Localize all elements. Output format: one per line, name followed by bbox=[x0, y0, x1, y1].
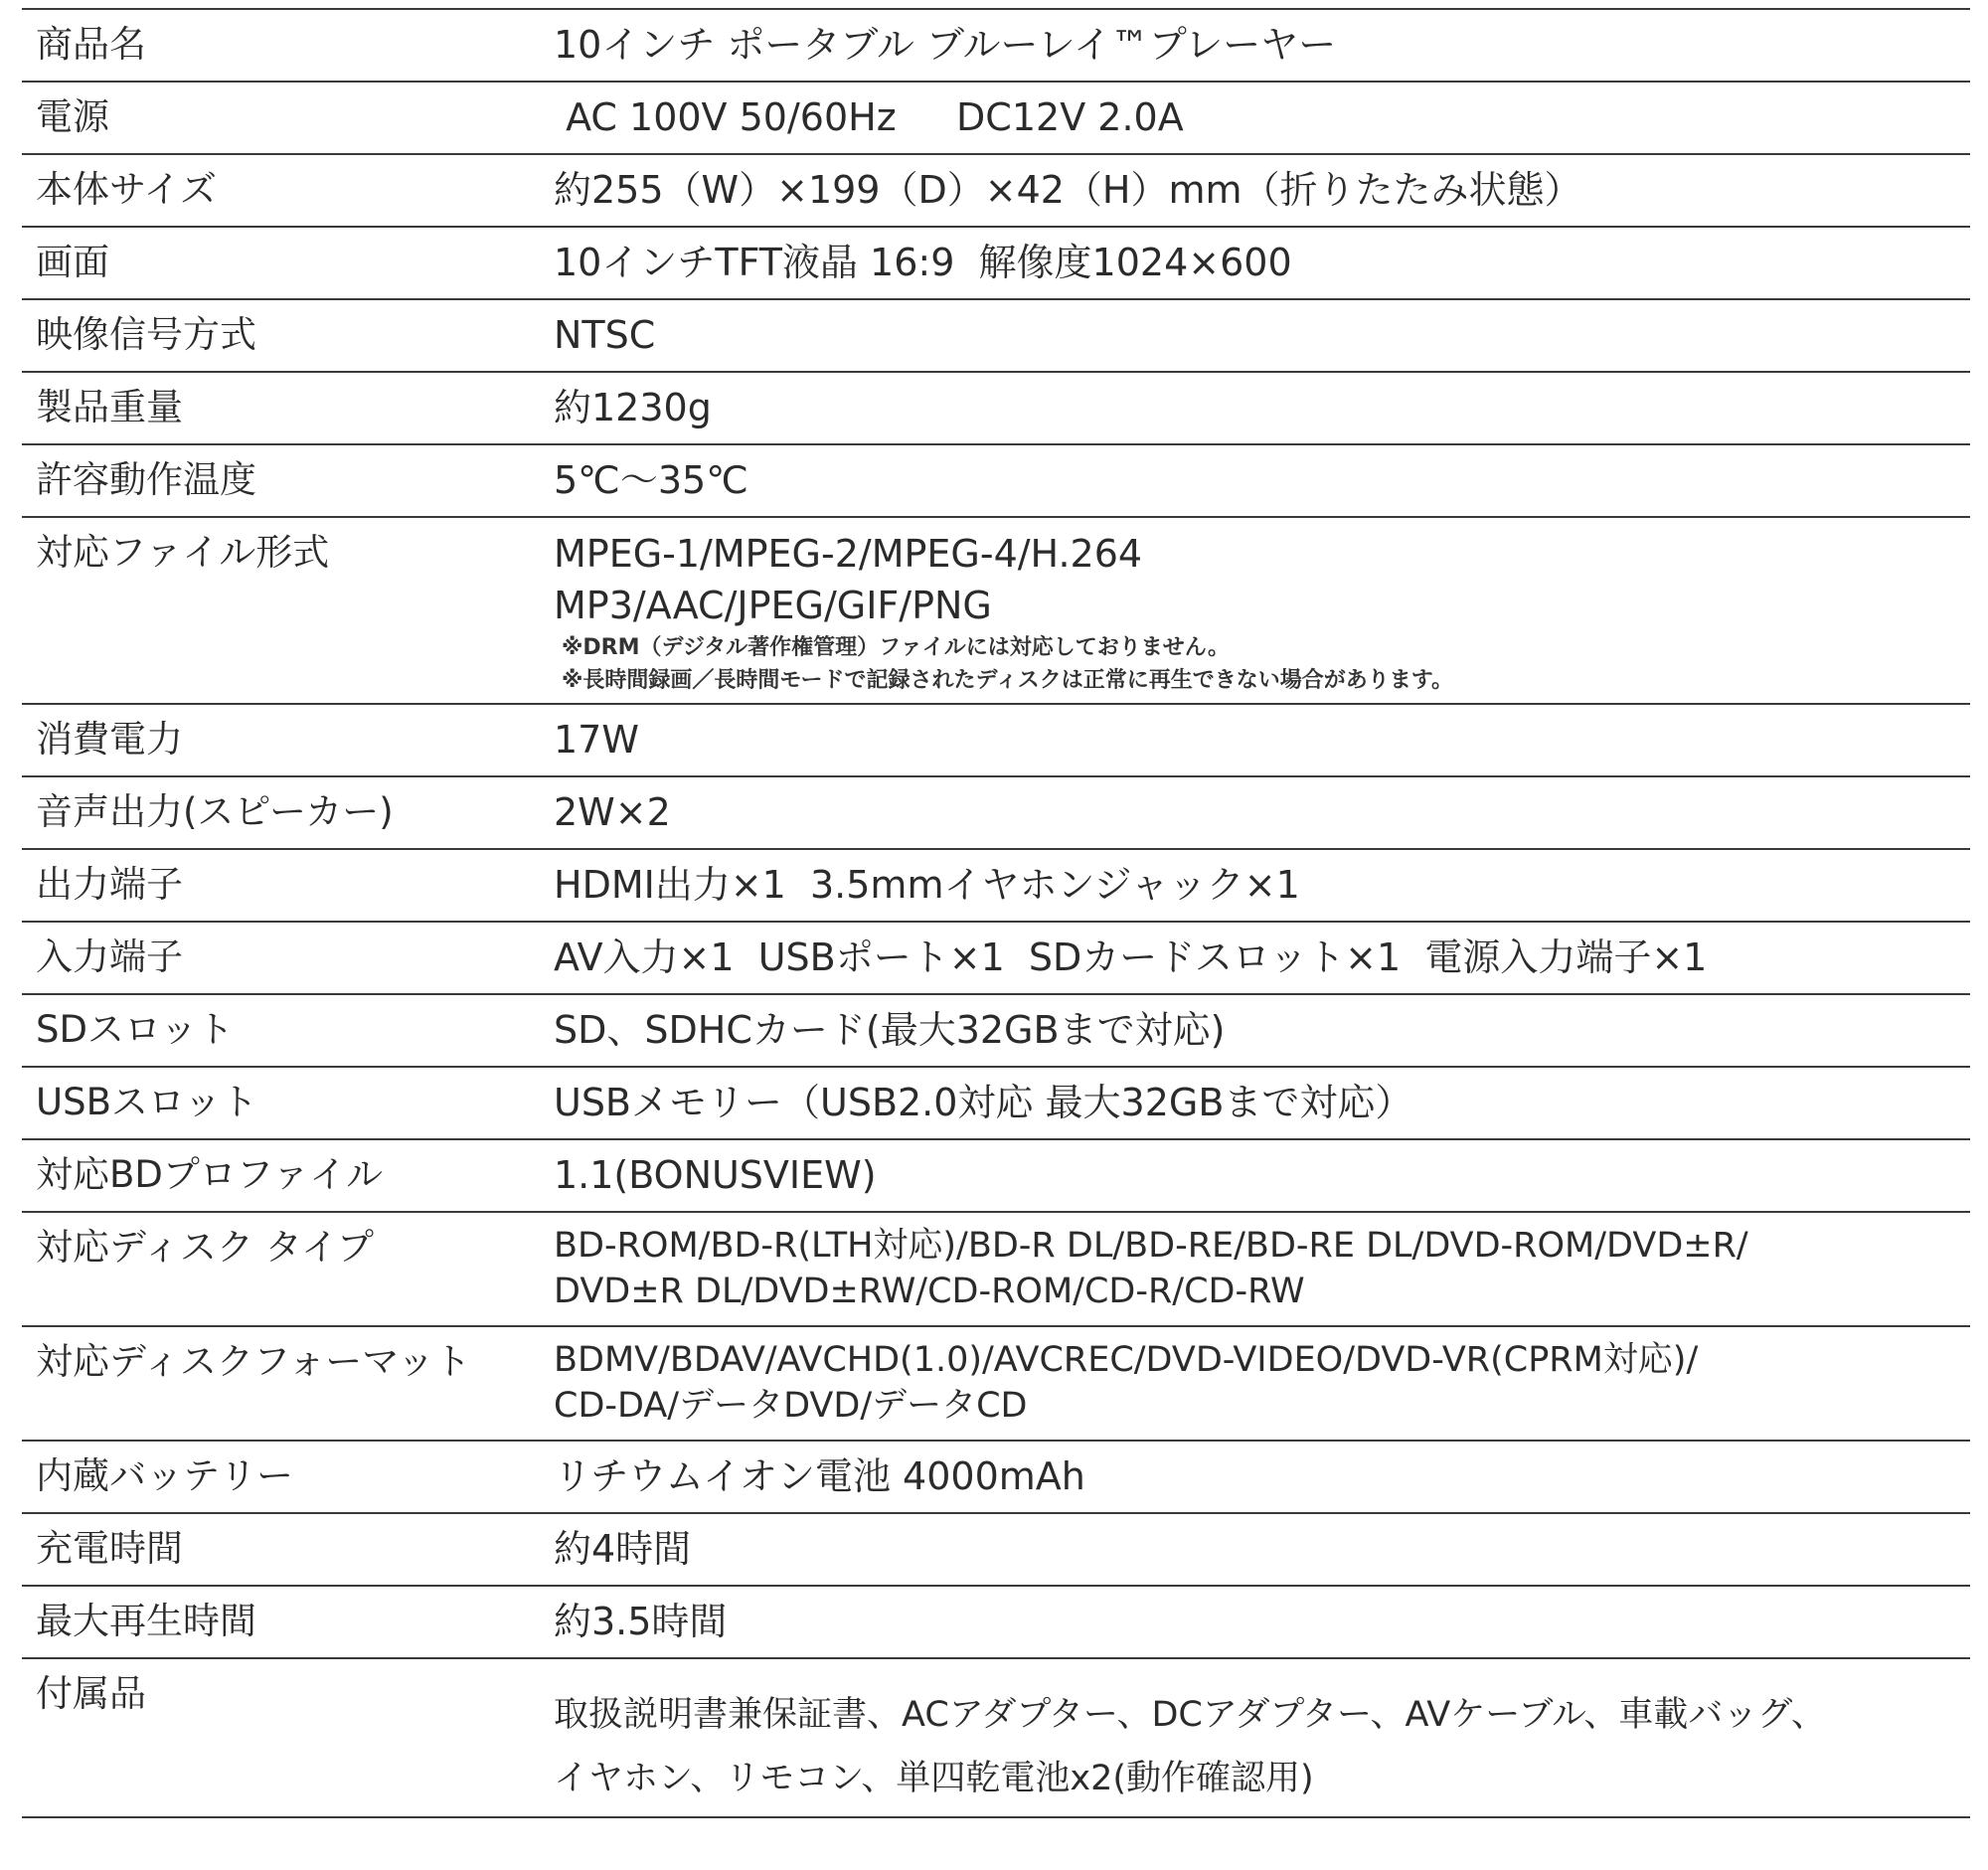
spec-row-file-formats bbox=[22, 518, 1970, 705]
spec-value-line: イヤホン、リモコン、単四乾電池x2(動作確認用) bbox=[554, 1759, 1314, 1798]
spec-label: 商品名 bbox=[36, 23, 146, 66]
spec-row-accessories bbox=[22, 1659, 1970, 1818]
spec-label: 付属品 bbox=[36, 1672, 146, 1715]
spec-label: 入力端子 bbox=[36, 935, 183, 978]
spec-value-line: AC 100V 50/60Hz DC12V 2.0A bbox=[554, 95, 1184, 139]
spec-row-weight bbox=[22, 373, 1970, 445]
spec-value-line: HDMI出力×1 3.5mmイヤホンジャック×1 bbox=[554, 863, 1300, 907]
spec-row-battery bbox=[22, 1442, 1970, 1514]
spec-row-bd-profile bbox=[22, 1140, 1970, 1213]
spec-value bbox=[554, 923, 1970, 980]
spec-value bbox=[554, 518, 1970, 697]
spec-value bbox=[554, 705, 1970, 763]
spec-value bbox=[554, 1213, 1970, 1314]
spec-value bbox=[554, 445, 1970, 503]
spec-note: ※DRM（デジタル著作権管理）ファイルには対応しておりません。 bbox=[562, 635, 1231, 660]
spec-value bbox=[554, 1659, 1970, 1810]
spec-value-line: 10インチTFT液晶 16:9 解像度1024×600 bbox=[554, 241, 1292, 284]
spec-value-line: AV入力×1 USBポート×1 SDカードスロット×1 電源入力端子×1 bbox=[554, 935, 1708, 979]
spec-value-line: 2W×2 bbox=[554, 790, 671, 834]
spec-label: 出力端子 bbox=[36, 863, 183, 906]
spec-value bbox=[554, 10, 1970, 68]
spec-row-input-terminals bbox=[22, 923, 1970, 995]
spec-label: 対応ディスク タイプ bbox=[36, 1226, 374, 1269]
spec-row-usb-slot bbox=[22, 1068, 1970, 1140]
spec-value bbox=[554, 300, 1970, 358]
spec-row-max-play-time bbox=[22, 1587, 1970, 1659]
spec-value-line: 約4時間 bbox=[554, 1527, 692, 1571]
spec-value-line: 約255（W）×199（D）×42（H）mm（折りたたみ状態） bbox=[554, 168, 1582, 212]
spec-label: 映像信号方式 bbox=[36, 313, 256, 356]
spec-value bbox=[554, 373, 1970, 430]
spec-value-line: 17W bbox=[554, 718, 639, 762]
spec-label: 音声出力(スピーカー) bbox=[36, 790, 394, 833]
spec-label: 内蔵バッテリー bbox=[36, 1454, 293, 1497]
spec-row-power bbox=[22, 83, 1970, 155]
spec-row-output-terminals bbox=[22, 850, 1970, 923]
spec-row-operating-temp bbox=[22, 445, 1970, 518]
spec-value-line: CD-DA/データDVD/データCD bbox=[554, 1386, 1028, 1426]
spec-row-disc-formats bbox=[22, 1327, 1970, 1442]
spec-value-line: DVD±R DL/DVD±RW/CD-ROM/CD-R/CD-RW bbox=[554, 1272, 1305, 1311]
spec-value-line: MPEG-1/MPEG-2/MPEG-4/H.264 bbox=[554, 532, 1143, 576]
spec-value bbox=[554, 155, 1970, 213]
spec-value bbox=[554, 1140, 1970, 1198]
spec-label: 充電時間 bbox=[36, 1527, 183, 1570]
spec-value-line: 5℃～35℃ bbox=[554, 458, 748, 502]
spec-note: ※長時間録画／長時間モードで記録されたディスクは正常に再生できない場合があります。 bbox=[562, 668, 1453, 693]
spec-value bbox=[554, 850, 1970, 908]
spec-row-screen bbox=[22, 228, 1970, 300]
spec-label: 対応ディスクフォーマット bbox=[36, 1340, 471, 1383]
spec-value-line: 1.1(BONUSVIEW) bbox=[554, 1153, 877, 1197]
spec-row-disc-types bbox=[22, 1213, 1970, 1327]
spec-value bbox=[554, 1327, 1970, 1429]
spec-value bbox=[554, 1442, 1970, 1499]
spec-value bbox=[554, 1587, 1970, 1644]
spec-value bbox=[554, 995, 1970, 1053]
spec-value-line: 約3.5時間 bbox=[554, 1600, 728, 1643]
spec-row-sd-slot bbox=[22, 995, 1970, 1068]
spec-value-line: NTSC bbox=[554, 313, 656, 357]
spec-value bbox=[554, 1514, 1970, 1572]
spec-label: 消費電力 bbox=[36, 718, 183, 761]
spec-value bbox=[554, 228, 1970, 285]
spec-row-product-name bbox=[22, 10, 1970, 83]
spec-row-video-signal bbox=[22, 300, 1970, 373]
spec-value-line: BDMV/BDAV/AVCHD(1.0)/AVCREC/DVD-VIDEO/DVD-VR(CPRM対応)/ bbox=[554, 1340, 1699, 1380]
spec-label: 許容動作温度 bbox=[36, 458, 256, 501]
spec-label: 画面 bbox=[36, 241, 109, 283]
spec-label: SDスロット bbox=[36, 1008, 235, 1051]
spec-value bbox=[554, 777, 1970, 835]
spec-label: 対応ファイル形式 bbox=[36, 531, 330, 574]
spec-value-line: BD-ROM/BD-R(LTH対応)/BD-R DL/BD-RE/BD-RE DL/DVD-ROM/DVD±R/ bbox=[554, 1226, 1748, 1266]
spec-label: 本体サイズ bbox=[36, 168, 218, 211]
spec-row-body-size bbox=[22, 155, 1970, 228]
spec-value-line: SD、SDHCカード(最大32GBまで対応) bbox=[554, 1008, 1226, 1052]
spec-value-line: USBメモリー（USB2.0対応 最大32GBまで対応） bbox=[554, 1081, 1413, 1124]
spec-row-power-consumption bbox=[22, 705, 1970, 777]
spec-label: USBスロット bbox=[36, 1081, 258, 1123]
spec-value-line: リチウムイオン電池 4000mAh bbox=[554, 1454, 1085, 1498]
spec-label: 製品重量 bbox=[36, 386, 183, 428]
spec-label: 電源 bbox=[36, 95, 109, 138]
spec-label: 対応BDプロファイル bbox=[36, 1153, 384, 1196]
spec-row-charge-time bbox=[22, 1514, 1970, 1587]
spec-value bbox=[554, 83, 1970, 140]
spec-value-line: MP3/AAC/JPEG/GIF/PNG bbox=[554, 584, 992, 627]
spec-row-audio-output bbox=[22, 777, 1970, 850]
spec-value-line: 10インチ ポータブル ブルーレイ™プレーヤー bbox=[554, 23, 1337, 67]
spec-value-line: 約1230g bbox=[554, 386, 712, 429]
spec-table bbox=[22, 8, 1970, 1818]
spec-label: 最大再生時間 bbox=[36, 1600, 256, 1642]
spec-value bbox=[554, 1068, 1970, 1125]
spec-value-line: 取扱説明書兼保証書、ACアダプター、DCアダプター、AVケーブル、車載バッグ、 bbox=[554, 1695, 1826, 1735]
